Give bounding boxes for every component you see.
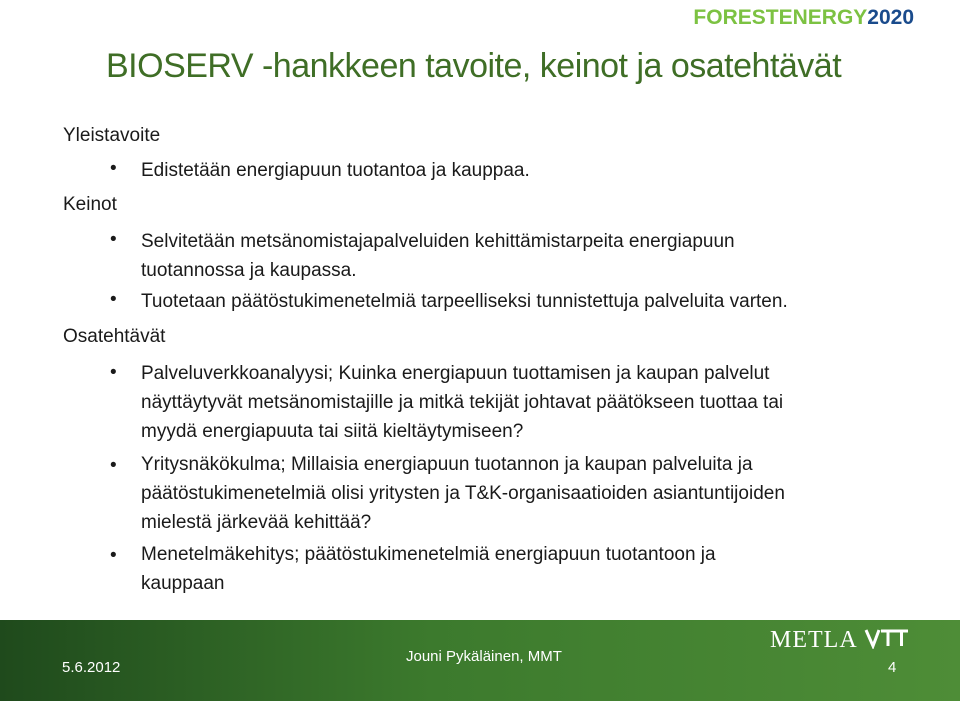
- brand-part-energy: ENERGY: [778, 6, 868, 29]
- heading-osatehtavat: Osatehtävät: [63, 326, 166, 347]
- footer-author: Jouni Pykäläinen, MMT: [406, 648, 562, 665]
- list-item-line: Menetelmäkehitys; päätöstukimenetelmiä energiapuun tuotantoon ja: [141, 544, 716, 565]
- bullet-marker: •: [110, 158, 117, 179]
- list-item-line: kauppaan: [141, 573, 225, 594]
- page-number: 4: [888, 659, 897, 676]
- list-item-osatehtavat-2: [141, 450, 911, 537]
- list-item-keinot-2: [141, 287, 911, 316]
- brand-part-forest: FOREST: [693, 6, 779, 29]
- list-item-line: Yritysnäkökulma; Millaisia energiapuun tuotannon ja kaupan palveluita ja: [141, 454, 753, 475]
- bullet-marker: •: [110, 545, 117, 566]
- heading-keinot: Keinot: [63, 194, 117, 215]
- vtt-logo-icon: [864, 627, 910, 649]
- list-item-line: Palveluverkkoanalyysi; Kuinka energiapuun tuottamisen ja kaupan palvelut: [141, 363, 770, 384]
- list-item-line: tuotannossa ja kaupassa.: [141, 260, 357, 281]
- bullet-marker: •: [110, 362, 117, 383]
- vtt-logo: [864, 627, 910, 654]
- list-item-osatehtavat-3: [141, 540, 911, 598]
- footer-date: 5.6.2012: [62, 659, 121, 676]
- list-item-line: myydä energiapuuta tai siitä kieltäytymiseen?: [141, 421, 524, 442]
- brand-part-year: 2020: [867, 6, 914, 29]
- slide-title: BIOSERV -hankkeen tavoite, keinot ja osatehtävät: [106, 47, 842, 85]
- list-item-keinot-1: [141, 227, 911, 285]
- list-item-yleistavoite-1: [141, 156, 911, 185]
- heading-yleistavoite: Yleistavoite: [63, 125, 161, 146]
- bullet-marker: •: [110, 229, 117, 250]
- partner-logos: [770, 625, 910, 655]
- list-item-line: Selvitetään metsänomistajapalveluiden kehittämistarpeita energiapuun: [141, 231, 735, 252]
- list-item-line: Edistetään energiapuun tuotantoa ja kauppaa.: [141, 160, 530, 181]
- forestenergy-logo: [693, 6, 914, 30]
- bullet-marker: •: [110, 289, 117, 310]
- list-item-line: näyttäytyvät metsänomistajille ja mitkä tekijät johtavat päätökseen tuottaa tai: [141, 392, 784, 413]
- metla-logo: METLA: [770, 626, 858, 653]
- list-item-line: päätöstukimenetelmiä olisi yritysten ja T&K-organisaatioiden asiantuntijoiden: [141, 483, 785, 504]
- bullet-marker: •: [110, 455, 117, 476]
- list-item-osatehtavat-1: [141, 359, 911, 446]
- list-item-line: mielestä järkevää kehittää?: [141, 512, 372, 533]
- list-item-line: Tuotetaan päätöstukimenetelmiä tarpeelliseksi tunnistettuja palveluita varten.: [141, 291, 788, 312]
